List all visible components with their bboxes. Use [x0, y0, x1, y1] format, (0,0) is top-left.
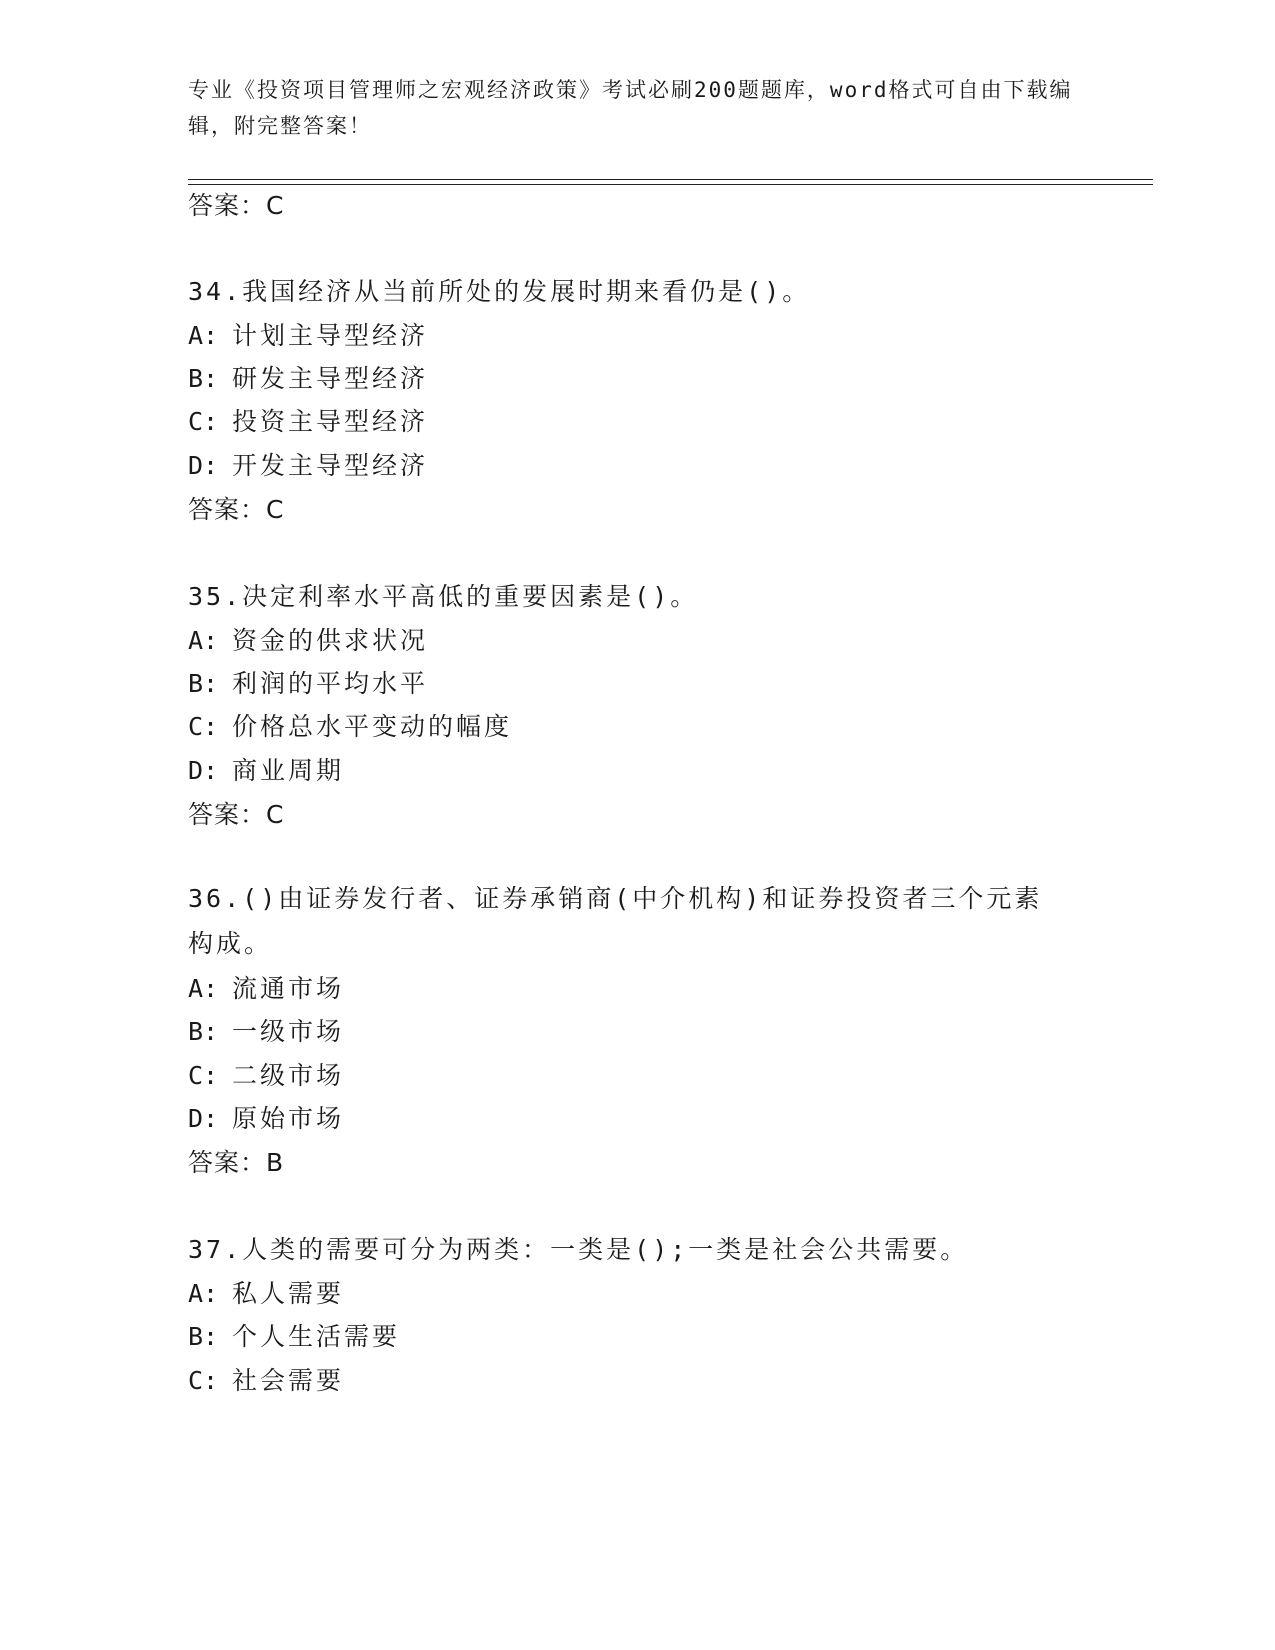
option-text: 私人需要	[232, 1279, 345, 1308]
answer-line: 答案：C	[188, 495, 285, 524]
option-letter: A:	[188, 1279, 219, 1308]
option-a	[188, 969, 344, 1005]
answer-line: 答案：C	[188, 800, 285, 829]
question-text: 决定利率水平高低的重要因素是()。	[242, 582, 699, 611]
option-letter: A:	[188, 974, 219, 1003]
option-letter: D:	[188, 451, 219, 480]
option-text: 投资主导型经济	[232, 407, 429, 436]
option-letter: D:	[188, 1104, 219, 1133]
option-letter: B:	[188, 669, 219, 698]
option-text: 资金的供求状况	[232, 626, 429, 655]
option-d	[188, 751, 344, 787]
question-number: 34.	[188, 277, 243, 306]
option-b	[188, 1012, 344, 1048]
question-text: 人类的需要可分为两类：一类是();一类是社会公共需要。	[242, 1235, 969, 1264]
question-text: 我国经济从当前所处的发展时期来看仍是()。	[242, 277, 811, 306]
option-text: 计划主导型经济	[232, 321, 429, 350]
option-text: 流通市场	[232, 974, 345, 1003]
option-letter: A:	[188, 626, 219, 655]
option-b	[188, 1317, 400, 1353]
option-d	[188, 1099, 344, 1135]
option-letter: B:	[188, 1322, 219, 1351]
option-letter: D:	[188, 756, 219, 785]
question-text: ()由证券发行者、证券承销商(中介机构)和证券投资者三个元素构成。	[188, 884, 1043, 958]
option-c	[188, 707, 512, 743]
option-letter: A:	[188, 321, 219, 350]
option-text: 开发主导型经济	[232, 451, 429, 480]
option-c	[188, 402, 428, 438]
header-divider-top	[188, 179, 1153, 180]
option-letter: B:	[188, 364, 219, 393]
option-letter: C:	[188, 407, 219, 436]
question-36	[188, 876, 1068, 966]
option-letter: C:	[188, 1366, 219, 1395]
option-b	[188, 359, 428, 395]
option-text: 利润的平均水平	[232, 669, 429, 698]
option-letter: C:	[188, 712, 219, 741]
question-number: 35.	[188, 582, 243, 611]
option-c	[188, 1056, 344, 1092]
option-a	[188, 621, 428, 657]
option-text: 原始市场	[232, 1104, 345, 1133]
option-letter: C:	[188, 1061, 219, 1090]
question-37	[188, 1230, 968, 1266]
question-35	[188, 577, 698, 613]
answer-line: 答案：C	[188, 191, 285, 220]
question-34	[188, 272, 810, 308]
option-text: 二级市场	[232, 1061, 345, 1090]
option-c	[188, 1361, 344, 1397]
question-number: 37.	[188, 1235, 243, 1264]
page-header-title: 专业《投资项目管理师之宏观经济政策》考试必刷200题题库，word格式可自由下载编辑，附完整答案！	[188, 78, 1073, 138]
option-text: 社会需要	[232, 1366, 345, 1395]
option-a	[188, 316, 428, 352]
header-divider-bottom	[188, 184, 1153, 185]
option-text: 个人生活需要	[232, 1322, 401, 1351]
answer-line: 答案：B	[188, 1148, 285, 1177]
option-d	[188, 446, 428, 482]
option-b	[188, 664, 428, 700]
option-text: 商业周期	[232, 756, 345, 785]
option-letter: B:	[188, 1017, 219, 1046]
option-a	[188, 1274, 344, 1310]
option-text: 研发主导型经济	[232, 364, 429, 393]
option-text: 价格总水平变动的幅度	[232, 712, 513, 741]
option-text: 一级市场	[232, 1017, 345, 1046]
question-number: 36.	[188, 884, 243, 913]
